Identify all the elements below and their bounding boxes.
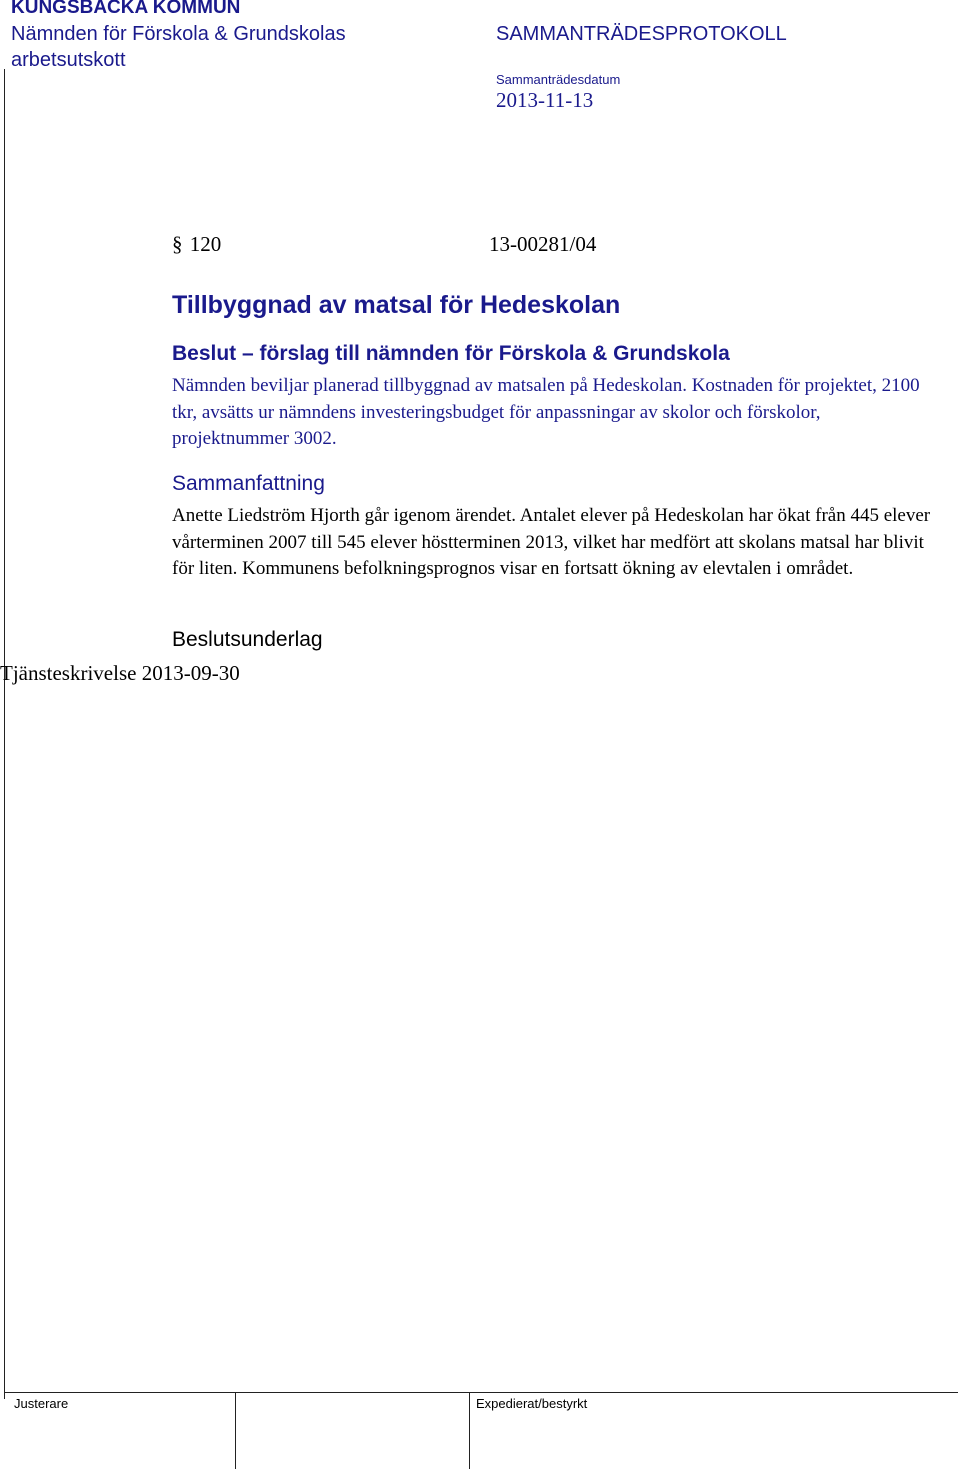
footer-rule <box>4 1392 958 1393</box>
footer-divider-1 <box>235 1392 236 1469</box>
meeting-date-label: Sammanträdesdatum <box>496 72 621 87</box>
paragraph-number: 120 <box>189 232 222 256</box>
summary-text: Anette Liedström Hjorth går igenom ärendet. Antalet elever på Hedeskolan har ökat från 445 elever vårterminen 2007 till 545 elever höstterminen 2013, vilket har medfört att skolans matsal har blivit för liten. Kommunens befolkningsprognos visar en fortsatt ökning av elevtalen i området. <box>172 505 931 579</box>
basis-heading: Beslutsunderlag <box>172 628 323 651</box>
decision-heading: Beslut – förslag till nämnden för Förskola & Grundskola <box>172 342 730 365</box>
paragraph-reference <box>172 230 221 258</box>
document-type: SAMMANTRÄDESPROTOKOLL <box>496 23 787 45</box>
justerare-label: Justerare <box>14 1396 69 1411</box>
committee-name <box>11 21 346 73</box>
basis-text: Tjänsteskrivelse 2013-09-30 <box>0 661 240 685</box>
summary-heading: Sammanfattning <box>172 472 325 495</box>
committee-line-2: arbetsutskott <box>11 49 126 71</box>
expedierat-label: Expedierat/bestyrkt <box>476 1396 588 1411</box>
case-number: 13-00281/04 <box>489 232 597 256</box>
left-margin-rule <box>4 69 5 1399</box>
item-title: Tillbyggnad av matsal för Hedeskolan <box>172 291 621 319</box>
organization-name: KUNGSBACKA KOMMUN <box>11 0 241 18</box>
committee-line-1: Nämnden för Förskola & Grundskolas <box>11 23 346 45</box>
decision-text: Nämnden beviljar planerad tillbyggnad av matsalen på Hedeskolan. Kostnaden för projektet, 2100 tkr, avsätts ur nämndens investeringsbudget för anpassningar av skolor och förskolor, projektnummer 3002. <box>172 375 920 449</box>
footer-divider-2 <box>469 1392 470 1469</box>
paragraph-sign: § <box>172 232 183 256</box>
meeting-date: 2013-11-13 <box>496 88 594 112</box>
